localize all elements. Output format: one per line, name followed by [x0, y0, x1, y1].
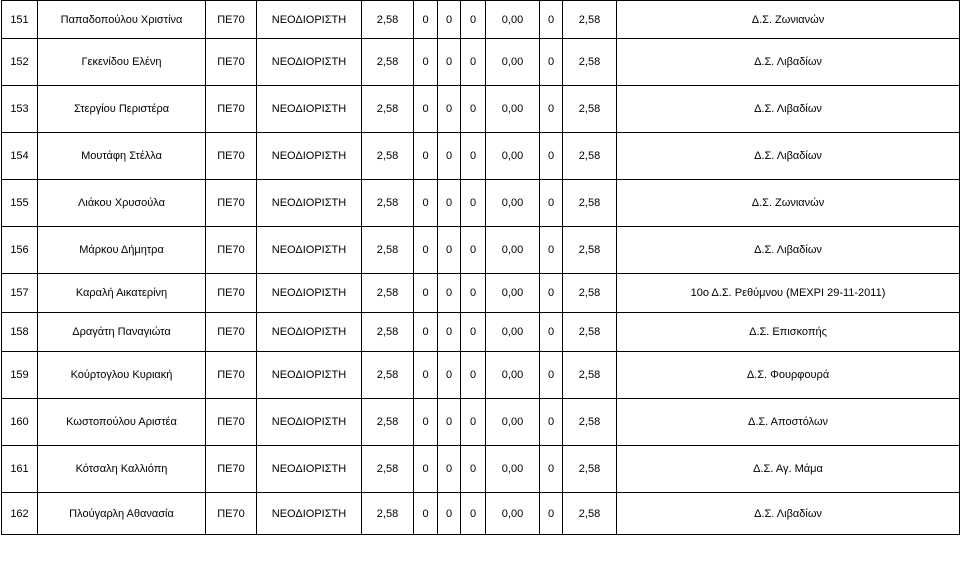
score-3: 0: [438, 39, 461, 86]
teacher-name: Λιάκου Χρυσούλα: [38, 180, 206, 227]
teachers-table: [1, 0, 960, 535]
school: Δ.Σ. Λιβαδίων: [617, 39, 960, 86]
score-total: 2,58: [563, 274, 617, 313]
teacher-name: Μάρκου Δήμητρα: [38, 227, 206, 274]
score-4: 0: [461, 1, 486, 39]
score-6: 0: [540, 180, 563, 227]
score-2: 0: [414, 274, 438, 313]
appointment-type: ΝΕΟΔΙΟΡΙΣΤΗ: [257, 493, 362, 535]
table-row: [2, 274, 960, 313]
score-6: 0: [540, 274, 563, 313]
table-row: [2, 313, 960, 352]
score-6: 0: [540, 39, 563, 86]
score-5: 0,00: [486, 352, 540, 399]
score-2: 0: [414, 86, 438, 133]
score-5: 0,00: [486, 446, 540, 493]
score-total: 2,58: [563, 133, 617, 180]
row-number: 161: [2, 446, 38, 493]
table-row: [2, 133, 960, 180]
score-2: 0: [414, 1, 438, 39]
specialty: ΠΕ70: [206, 399, 257, 446]
score-4: 0: [461, 274, 486, 313]
score-6: 0: [540, 86, 563, 133]
table-row: [2, 493, 960, 535]
score-2: 0: [414, 446, 438, 493]
score-5: 0,00: [486, 39, 540, 86]
score-4: 0: [461, 133, 486, 180]
school: Δ.Σ. Λιβαδίων: [617, 86, 960, 133]
row-number: 160: [2, 399, 38, 446]
score-4: 0: [461, 446, 486, 493]
table-row: [2, 399, 960, 446]
score-1: 2,58: [362, 180, 414, 227]
score-3: 0: [438, 446, 461, 493]
score-1: 2,58: [362, 39, 414, 86]
appointment-type: ΝΕΟΔΙΟΡΙΣΤΗ: [257, 446, 362, 493]
score-6: 0: [540, 1, 563, 39]
table-row: [2, 352, 960, 399]
score-4: 0: [461, 313, 486, 352]
score-total: 2,58: [563, 352, 617, 399]
score-total: 2,58: [563, 39, 617, 86]
row-number: 155: [2, 180, 38, 227]
score-2: 0: [414, 352, 438, 399]
school: Δ.Σ. Ζωνιανών: [617, 180, 960, 227]
score-2: 0: [414, 133, 438, 180]
specialty: ΠΕ70: [206, 86, 257, 133]
score-5: 0,00: [486, 313, 540, 352]
score-total: 2,58: [563, 1, 617, 39]
row-number: 152: [2, 39, 38, 86]
score-1: 2,58: [362, 274, 414, 313]
score-5: 0,00: [486, 399, 540, 446]
score-4: 0: [461, 493, 486, 535]
score-4: 0: [461, 227, 486, 274]
school: Δ.Σ. Λιβαδίων: [617, 133, 960, 180]
score-5: 0,00: [486, 493, 540, 535]
specialty: ΠΕ70: [206, 227, 257, 274]
score-total: 2,58: [563, 313, 617, 352]
score-3: 0: [438, 227, 461, 274]
score-3: 0: [438, 1, 461, 39]
table-row: [2, 446, 960, 493]
appointment-type: ΝΕΟΔΙΟΡΙΣΤΗ: [257, 86, 362, 133]
appointment-type: ΝΕΟΔΙΟΡΙΣΤΗ: [257, 399, 362, 446]
appointment-type: ΝΕΟΔΙΟΡΙΣΤΗ: [257, 313, 362, 352]
teacher-name: Κούρτογλου Κυριακή: [38, 352, 206, 399]
appointment-type: ΝΕΟΔΙΟΡΙΣΤΗ: [257, 39, 362, 86]
score-2: 0: [414, 227, 438, 274]
row-number: 151: [2, 1, 38, 39]
school: Δ.Σ. Αποστόλων: [617, 399, 960, 446]
specialty: ΠΕ70: [206, 180, 257, 227]
school: Δ.Σ. Ζωνιανών: [617, 1, 960, 39]
specialty: ΠΕ70: [206, 274, 257, 313]
school: Δ.Σ. Αγ. Μάμα: [617, 446, 960, 493]
score-2: 0: [414, 313, 438, 352]
score-2: 0: [414, 39, 438, 86]
score-1: 2,58: [362, 133, 414, 180]
score-3: 0: [438, 493, 461, 535]
specialty: ΠΕ70: [206, 39, 257, 86]
teacher-name: Πλούγαρλη Αθανασία: [38, 493, 206, 535]
table-row: [2, 227, 960, 274]
score-1: 2,58: [362, 493, 414, 535]
teacher-name: Κότσαλη Καλλιόπη: [38, 446, 206, 493]
score-4: 0: [461, 86, 486, 133]
score-1: 2,58: [362, 86, 414, 133]
score-5: 0,00: [486, 133, 540, 180]
specialty: ΠΕ70: [206, 352, 257, 399]
score-3: 0: [438, 180, 461, 227]
table-row: [2, 39, 960, 86]
score-4: 0: [461, 39, 486, 86]
score-4: 0: [461, 180, 486, 227]
teacher-name: Στεργίου Περιστέρα: [38, 86, 206, 133]
score-6: 0: [540, 446, 563, 493]
score-6: 0: [540, 133, 563, 180]
score-6: 0: [540, 227, 563, 274]
row-number: 154: [2, 133, 38, 180]
score-5: 0,00: [486, 180, 540, 227]
score-5: 0,00: [486, 1, 540, 39]
appointment-type: ΝΕΟΔΙΟΡΙΣΤΗ: [257, 133, 362, 180]
score-6: 0: [540, 313, 563, 352]
score-1: 2,58: [362, 227, 414, 274]
score-6: 0: [540, 399, 563, 446]
score-1: 2,58: [362, 313, 414, 352]
appointment-type: ΝΕΟΔΙΟΡΙΣΤΗ: [257, 227, 362, 274]
score-1: 2,58: [362, 399, 414, 446]
score-2: 0: [414, 493, 438, 535]
school: Δ.Σ. Φουρφουρά: [617, 352, 960, 399]
score-3: 0: [438, 399, 461, 446]
score-total: 2,58: [563, 446, 617, 493]
table-row: [2, 86, 960, 133]
score-total: 2,58: [563, 86, 617, 133]
score-5: 0,00: [486, 227, 540, 274]
row-number: 159: [2, 352, 38, 399]
school: 10ο Δ.Σ. Ρεθύμνου (ΜΕΧΡΙ 29-11-2011): [617, 274, 960, 313]
score-5: 0,00: [486, 86, 540, 133]
score-2: 0: [414, 180, 438, 227]
teacher-name: Δραγάτη Παναγιώτα: [38, 313, 206, 352]
score-total: 2,58: [563, 399, 617, 446]
specialty: ΠΕ70: [206, 133, 257, 180]
table-row: [2, 180, 960, 227]
score-1: 2,58: [362, 446, 414, 493]
teacher-name: Καραλή Αικατερίνη: [38, 274, 206, 313]
score-6: 0: [540, 493, 563, 535]
score-total: 2,58: [563, 180, 617, 227]
appointment-type: ΝΕΟΔΙΟΡΙΣΤΗ: [257, 180, 362, 227]
score-3: 0: [438, 352, 461, 399]
school: Δ.Σ. Λιβαδίων: [617, 493, 960, 535]
score-3: 0: [438, 86, 461, 133]
teacher-name: Μουτάφη Στέλλα: [38, 133, 206, 180]
score-3: 0: [438, 133, 461, 180]
row-number: 153: [2, 86, 38, 133]
school: Δ.Σ. Επισκοπής: [617, 313, 960, 352]
specialty: ΠΕ70: [206, 313, 257, 352]
score-3: 0: [438, 274, 461, 313]
score-total: 2,58: [563, 493, 617, 535]
row-number: 156: [2, 227, 38, 274]
appointment-type: ΝΕΟΔΙΟΡΙΣΤΗ: [257, 352, 362, 399]
appointment-type: ΝΕΟΔΙΟΡΙΣΤΗ: [257, 1, 362, 39]
teacher-name: Παπαδοπούλου Χριστίνα: [38, 1, 206, 39]
row-number: 162: [2, 493, 38, 535]
specialty: ΠΕ70: [206, 446, 257, 493]
score-6: 0: [540, 352, 563, 399]
specialty: ΠΕ70: [206, 493, 257, 535]
score-2: 0: [414, 399, 438, 446]
specialty: ΠΕ70: [206, 1, 257, 39]
school: Δ.Σ. Λιβαδίων: [617, 227, 960, 274]
score-4: 0: [461, 399, 486, 446]
score-4: 0: [461, 352, 486, 399]
row-number: 157: [2, 274, 38, 313]
score-total: 2,58: [563, 227, 617, 274]
score-3: 0: [438, 313, 461, 352]
score-1: 2,58: [362, 352, 414, 399]
score-5: 0,00: [486, 274, 540, 313]
score-1: 2,58: [362, 1, 414, 39]
appointment-type: ΝΕΟΔΙΟΡΙΣΤΗ: [257, 274, 362, 313]
teacher-name: Κωστοπούλου Αριστέα: [38, 399, 206, 446]
table-row: [2, 1, 960, 39]
row-number: 158: [2, 313, 38, 352]
teacher-name: Γεκενίδου Ελένη: [38, 39, 206, 86]
